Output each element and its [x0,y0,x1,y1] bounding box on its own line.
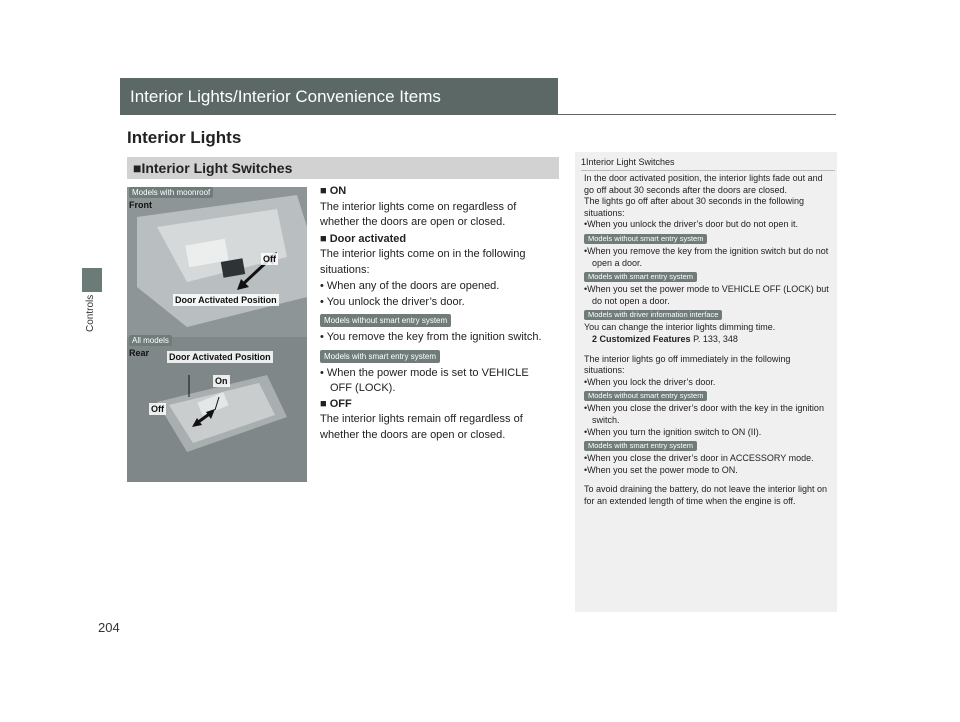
note-body [584,173,832,507]
note-divider [581,170,835,171]
note-header: 1Interior Light Switches [581,157,675,167]
note-list-item: •When you remove the key from the ignition switch but do not open a door. [584,245,829,268]
condition-badge: Models with smart entry system [320,350,440,363]
note-list-item: •When you turn the ignition switch to ON (II). [584,426,762,437]
side-tab-label: Controls [85,294,96,332]
note-panel [575,152,837,612]
condition-badge: Models without smart entry system [584,391,707,401]
note-paragraph: In the door activated position, the interior lights fade out and go off about 30 seconds after the doors are closed. [584,173,823,195]
front-off-callout: Off [263,254,276,264]
chapter-header [120,78,558,114]
note-paragraph: The interior lights go off immediately in the following situations: [584,353,791,376]
side-tab-marker [82,268,102,292]
body-text [320,184,552,444]
rear-door-activated-callout: Door Activated Position [169,352,271,362]
condition-badge: Models without smart entry system [584,234,707,244]
list-item: • When the power mode is set to VEHICLE OFF (LOCK). [320,366,529,394]
on-text: The interior lights come on regardless of whether the doors are open or closed. [320,200,517,228]
subsection-title: ■Interior Light Switches [133,160,293,176]
note-list-item: •When you set the power mode to ON. [584,464,738,475]
chapter-title: Interior Lights/Interior Convenience Items [130,87,441,106]
rear-off-callout: Off [151,404,164,414]
door-activated-text: The interior lights come on in the following situations: [320,248,526,276]
reference-pages: P. 133, 348 [690,333,738,344]
condition-badge: Models with smart entry system [584,441,697,451]
tag-models-with-moonroof: Models with moonroof [129,187,213,198]
interior-light-figure [127,187,307,482]
reference-title: Customized Features [599,333,691,344]
off-text: The interior lights remain off regardless of whether the doors are open or closed. [320,413,523,441]
door-activated-heading: ■ Door activated [320,232,407,245]
note-list-item: •When you lock the driver’s door. [584,376,716,387]
header-rule [120,114,836,115]
on-heading: ■ ON [320,185,347,197]
list-item: • When any of the doors are opened. [320,280,500,292]
list-item: • You remove the key from the ignition switch. [320,331,542,343]
cross-reference[interactable] [584,334,832,346]
condition-badge: Models without smart entry system [320,314,451,327]
note-paragraph: You can change the interior lights dimming time. [584,322,776,333]
reference-arrow-icon: 2 [592,333,598,344]
subsection-header [127,157,559,179]
note-list-item: •When you close the driver’s door in ACCESSORY mode. [584,453,814,464]
rear-label: Rear [129,348,150,358]
condition-badge: Models with driver information interface [584,310,722,320]
rear-on-callout: On [215,376,228,386]
condition-badge: Models with smart entry system [584,272,697,282]
note-list-item: •When you set the power mode to VEHICLE OFF (LOCK) but do not open a door. [584,284,829,306]
off-heading: ■ OFF [320,397,352,410]
note-paragraph: The lights go off after about 30 seconds in the following situations: [584,196,804,218]
note-list-item: •When you close the driver’s door with the key in the ignition switch. [584,403,824,425]
note-list-item: •When you unlock the driver’s door but do not open it. [584,219,798,230]
page-number: 204 [98,620,120,635]
tag-all-models: All models [129,335,172,346]
section-title: Interior Lights [127,128,242,147]
list-item: • You unlock the driver’s door. [320,295,465,308]
front-label: Front [129,200,152,210]
note-paragraph: To avoid draining the battery, do not leave the interior light on for an extended length of time when the engine is off. [584,484,827,506]
front-door-activated-callout: Door Activated Position [175,295,277,305]
